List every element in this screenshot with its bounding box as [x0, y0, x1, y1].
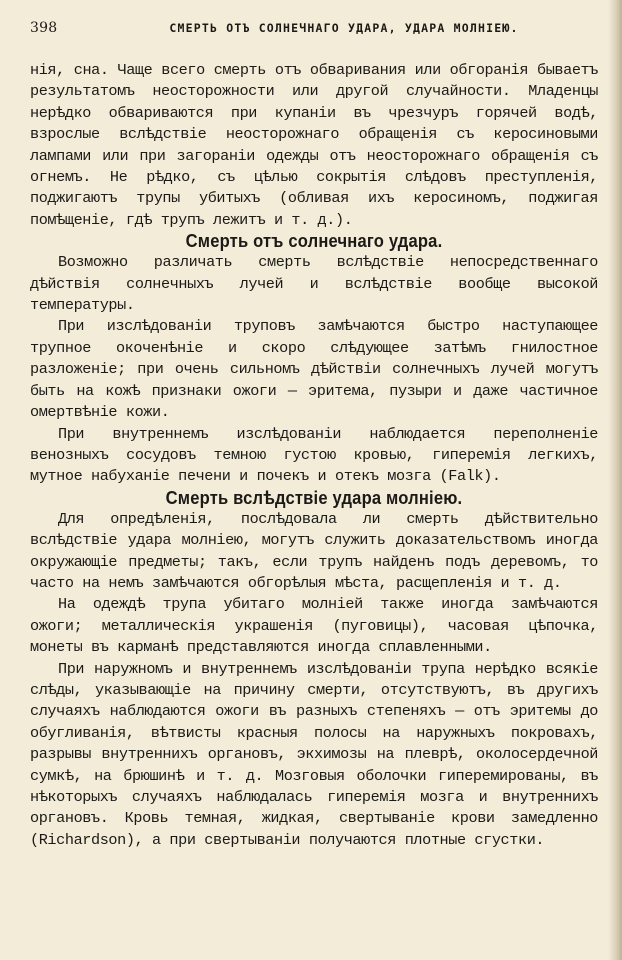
section-heading-sunstroke: Смерть отъ солнечнаго удара. [185, 231, 443, 252]
paragraph-lightning-1: Для опредѣленія, послѣдовала ли смерть дѣйствительно вслѣдствіе удара молніею, могутъ служить доказательствомъ иногда окружающіе предметы; такъ, если трупъ найденъ подъ деревомъ, то часто на немъ замѣчаются обгорѣлыя мѣста, расщепленія и т. д. [30, 509, 598, 592]
page-number: 398 [30, 20, 58, 36]
paragraph-sunstroke-3: При внутреннемъ изслѣдованіи наблюдается переполненіе венозныхъ сосудовъ темною густою кровью, гиперемія легкихъ, мутное набуханіе печени и почекъ и отекъ мозга (Falk). [30, 424, 598, 486]
paragraph-lightning-3: При наружномъ и внутреннемъ изслѣдованіи трупа нерѣдко всякіе слѣды, указывающіе на причину смерти, отсутствуютъ, въ другихъ случаяхъ наблюдаются ожоги въ разныхъ степеняхъ — отъ эритемы до обугливанія, вѣтвисты красныя полосы на наружныхъ покровахъ, разрывы внутреннихъ органовъ, экхимозы на плеврѣ, околосердечной сумкѣ, на брюшинѣ и т. д. Мозговыя оболочки гиперемированы, въ нѣкоторыхъ случаяхъ наблюдалась гиперемія мозга и внутреннихъ органовъ. Кровь темная, жидкая, свертываніе крови замедленно (Richardson), а при свертываніи получаются плотные сгустки. [30, 659, 598, 849]
paragraph-sunstroke-1: Возможно различать смерть вслѣдствіе непосредственнаго дѣйствія солнечныхъ лучей и вслѣдствіе вообще высокой температуры. [30, 253, 598, 315]
paragraph-intro: нія, сна. Чаще всего смерть отъ обваривания или обгоранія бываетъ результатомъ неосторожности или другой случайности. Младенцы нерѣдко обвариваются при купаніи въ чрезчуръ горячей водѣ, взрослые вслѣдствіе неосторожнаго обращенія съ керосиновыми лампами или при загораніи одежды отъ неосторожнаго обращенія съ огнемъ. Не рѣдко, съ цѣлью сокрытія слѣдовъ преступленія, поджигаютъ трупы убитыхъ (обливая ихъ керосиномъ, поджигая помѣщеніе, гдѣ трупъ лежитъ и т. д.). [30, 61, 598, 229]
paragraph-lightning-2: На одеждѣ трупа убитаго молніей также иногда замѣчаются ожоги; металлическія украшенія (пуговицы), часовая цѣпочка, монеты въ карманѣ представляются иногда сплавленными. [30, 595, 598, 657]
book-page [30, 20, 598, 851]
running-head-title: СМЕРТЬ ОТЪ СОЛНЕЧНАГО УДАРА, УДАРА МОЛНІЕЮ. [169, 21, 519, 35]
page-binding-edge [608, 0, 622, 960]
section-heading-lightning: Смерть вслѣдствіе удара молніею. [165, 487, 463, 508]
running-head [30, 20, 598, 42]
body-text [30, 60, 598, 851]
paragraph-sunstroke-2: При изслѣдованіи труповъ замѣчаются быстро наступающее трупное окоченѣніе и скоро слѣдующее затѣмъ гнилостное разложеніе; при очень сильномъ дѣйствіи солнечныхъ лучей могутъ быть на кожѣ признаки ожоги — эритема, пузыри и даже частичное омертвѣніе кожи. [30, 317, 598, 422]
